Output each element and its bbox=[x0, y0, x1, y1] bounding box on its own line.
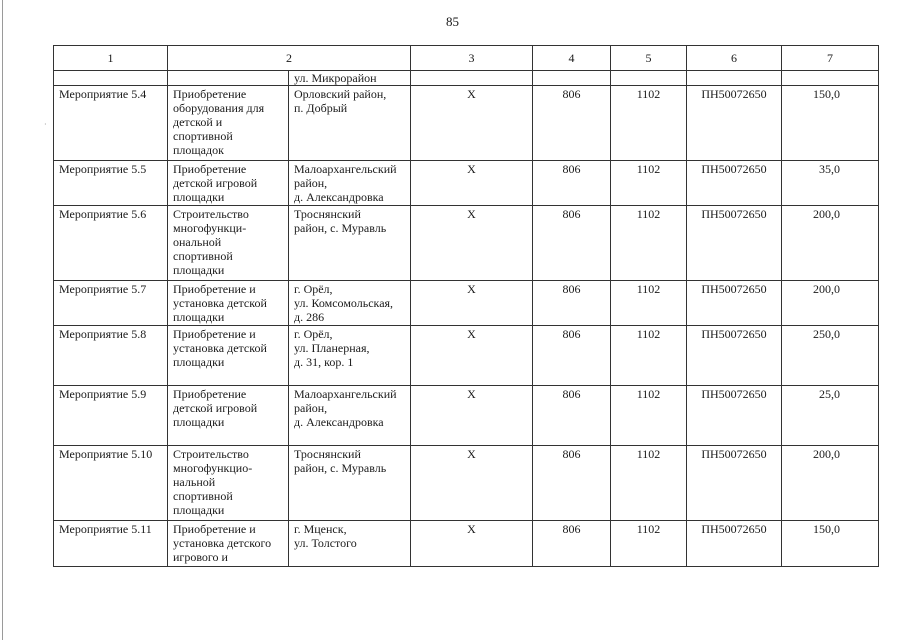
column-4-value: 806 bbox=[533, 446, 611, 521]
activity-name-line: спортивной bbox=[173, 129, 233, 143]
column-3-value: Х bbox=[411, 206, 533, 281]
continuation-row bbox=[54, 71, 879, 86]
activity-address-cell bbox=[289, 86, 411, 161]
activity-name-line: спортивной bbox=[173, 489, 233, 503]
activity-name-cell bbox=[168, 446, 289, 521]
column-header-3: 3 bbox=[411, 46, 533, 71]
column-6-value: ПН50072650 bbox=[687, 521, 782, 567]
column-7-amount: 150,0 bbox=[782, 86, 879, 161]
activity-address-line: район, bbox=[294, 176, 328, 190]
activity-address-line: район, bbox=[294, 401, 328, 415]
column-4-value: 806 bbox=[533, 86, 611, 161]
activity-id-cell bbox=[54, 86, 168, 161]
column-4-value: 806 bbox=[533, 161, 611, 206]
activity-id: Мероприятие 5.4 bbox=[59, 87, 147, 101]
activity-id: Мероприятие 5.5 bbox=[59, 162, 147, 176]
activity-address-line: д. 31, кор. 1 bbox=[294, 355, 354, 369]
activity-address-line: п. Добрый bbox=[294, 101, 348, 115]
activity-address-line: ул. Толстого bbox=[294, 536, 357, 550]
activity-address-line: г. Мценск, bbox=[294, 522, 347, 536]
column-5-value: 1102 bbox=[611, 206, 687, 281]
activity-address-cell bbox=[289, 281, 411, 326]
column-7-amount: 35,0 bbox=[782, 161, 879, 206]
table-row bbox=[54, 326, 879, 386]
column-5-value: 1102 bbox=[611, 446, 687, 521]
activity-id-cell bbox=[54, 386, 168, 446]
activity-name-line: игрового и bbox=[173, 550, 228, 564]
activity-id-cell bbox=[54, 521, 168, 567]
activity-name-line: спортивной bbox=[173, 249, 233, 263]
column-6-value: ПН50072650 bbox=[687, 206, 782, 281]
activity-id-cell bbox=[54, 161, 168, 206]
activity-address-line: д. Александровка bbox=[294, 415, 384, 429]
activity-id: Мероприятие 5.9 bbox=[59, 387, 147, 401]
column-4-value: 806 bbox=[533, 386, 611, 446]
activity-id: Мероприятие 5.8 bbox=[59, 327, 147, 341]
activity-name-line: Приобретение bbox=[173, 387, 247, 401]
activity-address-line: Троснянский bbox=[294, 447, 361, 461]
column-5-value: 1102 bbox=[611, 386, 687, 446]
activity-id-cell bbox=[54, 206, 168, 281]
activity-address-cell bbox=[289, 326, 411, 386]
activity-name-line: площадки bbox=[173, 503, 225, 517]
activity-address-line: Орловский район, bbox=[294, 87, 387, 101]
column-7-amount: 200,0 bbox=[782, 446, 879, 521]
column-header-6: 6 bbox=[687, 46, 782, 71]
column-3-value: Х bbox=[411, 521, 533, 567]
table-row bbox=[54, 446, 879, 521]
column-7-amount: 150,0 bbox=[782, 521, 879, 567]
activity-name-line: Приобретение bbox=[173, 162, 247, 176]
column-5-value: 1102 bbox=[611, 86, 687, 161]
activity-address-line: район, с. Муравль bbox=[294, 221, 387, 235]
activity-name-line: площадки bbox=[173, 355, 225, 369]
activity-address-line: район, с. Муравль bbox=[294, 461, 387, 475]
activity-name-cell bbox=[168, 161, 289, 206]
activity-name-cell bbox=[168, 521, 289, 567]
activity-id: Мероприятие 5.6 bbox=[59, 207, 147, 221]
activity-address-line: г. Орёл, bbox=[294, 282, 333, 296]
activity-name-line: площадки bbox=[173, 190, 225, 204]
activity-name-line: детской игровой bbox=[173, 176, 258, 190]
table-row bbox=[54, 161, 879, 206]
column-6-value: ПН50072650 bbox=[687, 386, 782, 446]
column-header-1: 1 bbox=[54, 46, 168, 71]
activity-name-line: площадки bbox=[173, 263, 225, 277]
column-5-value: 1102 bbox=[611, 326, 687, 386]
activity-name-cell bbox=[168, 206, 289, 281]
activity-address-line: Малоархангельский bbox=[294, 162, 397, 176]
activity-id-cell bbox=[54, 446, 168, 521]
activity-name-line: установка детской bbox=[173, 341, 267, 355]
budget-activities-table bbox=[53, 45, 879, 567]
table-row bbox=[54, 386, 879, 446]
scan-artifact-mark: · bbox=[44, 120, 47, 129]
page-number: 85 bbox=[446, 14, 459, 29]
activity-name-line: Приобретение и bbox=[173, 282, 256, 296]
column-7-amount: 200,0 bbox=[782, 281, 879, 326]
column-number-header-row bbox=[54, 46, 879, 71]
activity-name-cell bbox=[168, 386, 289, 446]
activity-id-cell bbox=[54, 281, 168, 326]
column-5-value: 1102 bbox=[611, 521, 687, 567]
activity-address-line: г. Орёл, bbox=[294, 327, 333, 341]
column-7-amount: 200,0 bbox=[782, 206, 879, 281]
table-body bbox=[54, 46, 879, 567]
activity-id: Мероприятие 5.10 bbox=[59, 447, 153, 461]
column-header-2: 2 bbox=[168, 46, 411, 71]
activity-address-cell bbox=[289, 521, 411, 567]
activity-name-line: установка детской bbox=[173, 296, 267, 310]
table-row bbox=[54, 281, 879, 326]
table-row bbox=[54, 521, 879, 567]
column-3-value: Х bbox=[411, 86, 533, 161]
activity-address-line: Троснянский bbox=[294, 207, 361, 221]
activity-name-line: многофункцио- bbox=[173, 461, 253, 475]
activity-name-line: площадки bbox=[173, 310, 225, 324]
column-3-value: Х bbox=[411, 281, 533, 326]
activity-name-line: площадок bbox=[173, 143, 224, 157]
column-6-value: ПН50072650 bbox=[687, 161, 782, 206]
column-3-value: Х bbox=[411, 326, 533, 386]
column-6-value: ПН50072650 bbox=[687, 281, 782, 326]
activity-name-line: детской игровой bbox=[173, 401, 258, 415]
column-4-value: 806 bbox=[533, 326, 611, 386]
column-5-value: 1102 bbox=[611, 161, 687, 206]
activity-address-line: Малоархангельский bbox=[294, 387, 397, 401]
activity-address-line: ул. Планерная, bbox=[294, 341, 370, 355]
column-6-value: ПН50072650 bbox=[687, 86, 782, 161]
column-header-7: 7 bbox=[782, 46, 879, 71]
activity-address-line: д. 286 bbox=[294, 310, 325, 324]
column-7-amount: 250,0 bbox=[782, 326, 879, 386]
continuation-address: ул. Микрорайон bbox=[289, 71, 411, 86]
page-left-edge bbox=[2, 0, 3, 640]
column-6-value: ПН50072650 bbox=[687, 446, 782, 521]
activity-address-cell bbox=[289, 206, 411, 281]
column-4-value: 806 bbox=[533, 281, 611, 326]
activity-name-cell bbox=[168, 281, 289, 326]
activity-id: Мероприятие 5.7 bbox=[59, 282, 147, 296]
table-row bbox=[54, 86, 879, 161]
column-3-value: Х bbox=[411, 386, 533, 446]
activity-name-line: Приобретение и bbox=[173, 327, 256, 341]
column-3-value: Х bbox=[411, 161, 533, 206]
activity-address-cell bbox=[289, 386, 411, 446]
activity-name-cell bbox=[168, 326, 289, 386]
activity-name-line: оборудования для bbox=[173, 101, 265, 115]
activity-name-line: Строительство bbox=[173, 447, 249, 461]
activity-name-line: детской и bbox=[173, 115, 223, 129]
activity-name-line: Приобретение и bbox=[173, 522, 256, 536]
activity-address-line: ул. Комсомольская, bbox=[294, 296, 394, 310]
column-header-4: 4 bbox=[533, 46, 611, 71]
column-5-value: 1102 bbox=[611, 281, 687, 326]
activity-address-line: д. Александровка bbox=[294, 190, 384, 204]
column-6-value: ПН50072650 bbox=[687, 326, 782, 386]
table-row bbox=[54, 206, 879, 281]
activity-name-line: Строительство bbox=[173, 207, 249, 221]
activity-name-line: нальной bbox=[173, 475, 216, 489]
activity-id-cell bbox=[54, 326, 168, 386]
activity-name-line: Приобретение bbox=[173, 87, 247, 101]
activity-name-line: установка детского bbox=[173, 536, 272, 550]
activity-name-line: ональной bbox=[173, 235, 222, 249]
column-4-value: 806 bbox=[533, 521, 611, 567]
column-header-5: 5 bbox=[611, 46, 687, 71]
column-3-value: Х bbox=[411, 446, 533, 521]
activity-id: Мероприятие 5.11 bbox=[59, 522, 152, 536]
activity-address-cell bbox=[289, 161, 411, 206]
activity-name-line: многофункци- bbox=[173, 221, 247, 235]
column-4-value: 806 bbox=[533, 206, 611, 281]
column-7-amount: 25,0 bbox=[782, 386, 879, 446]
activity-name-cell bbox=[168, 86, 289, 161]
activity-name-line: площадки bbox=[173, 415, 225, 429]
activity-address-cell bbox=[289, 446, 411, 521]
